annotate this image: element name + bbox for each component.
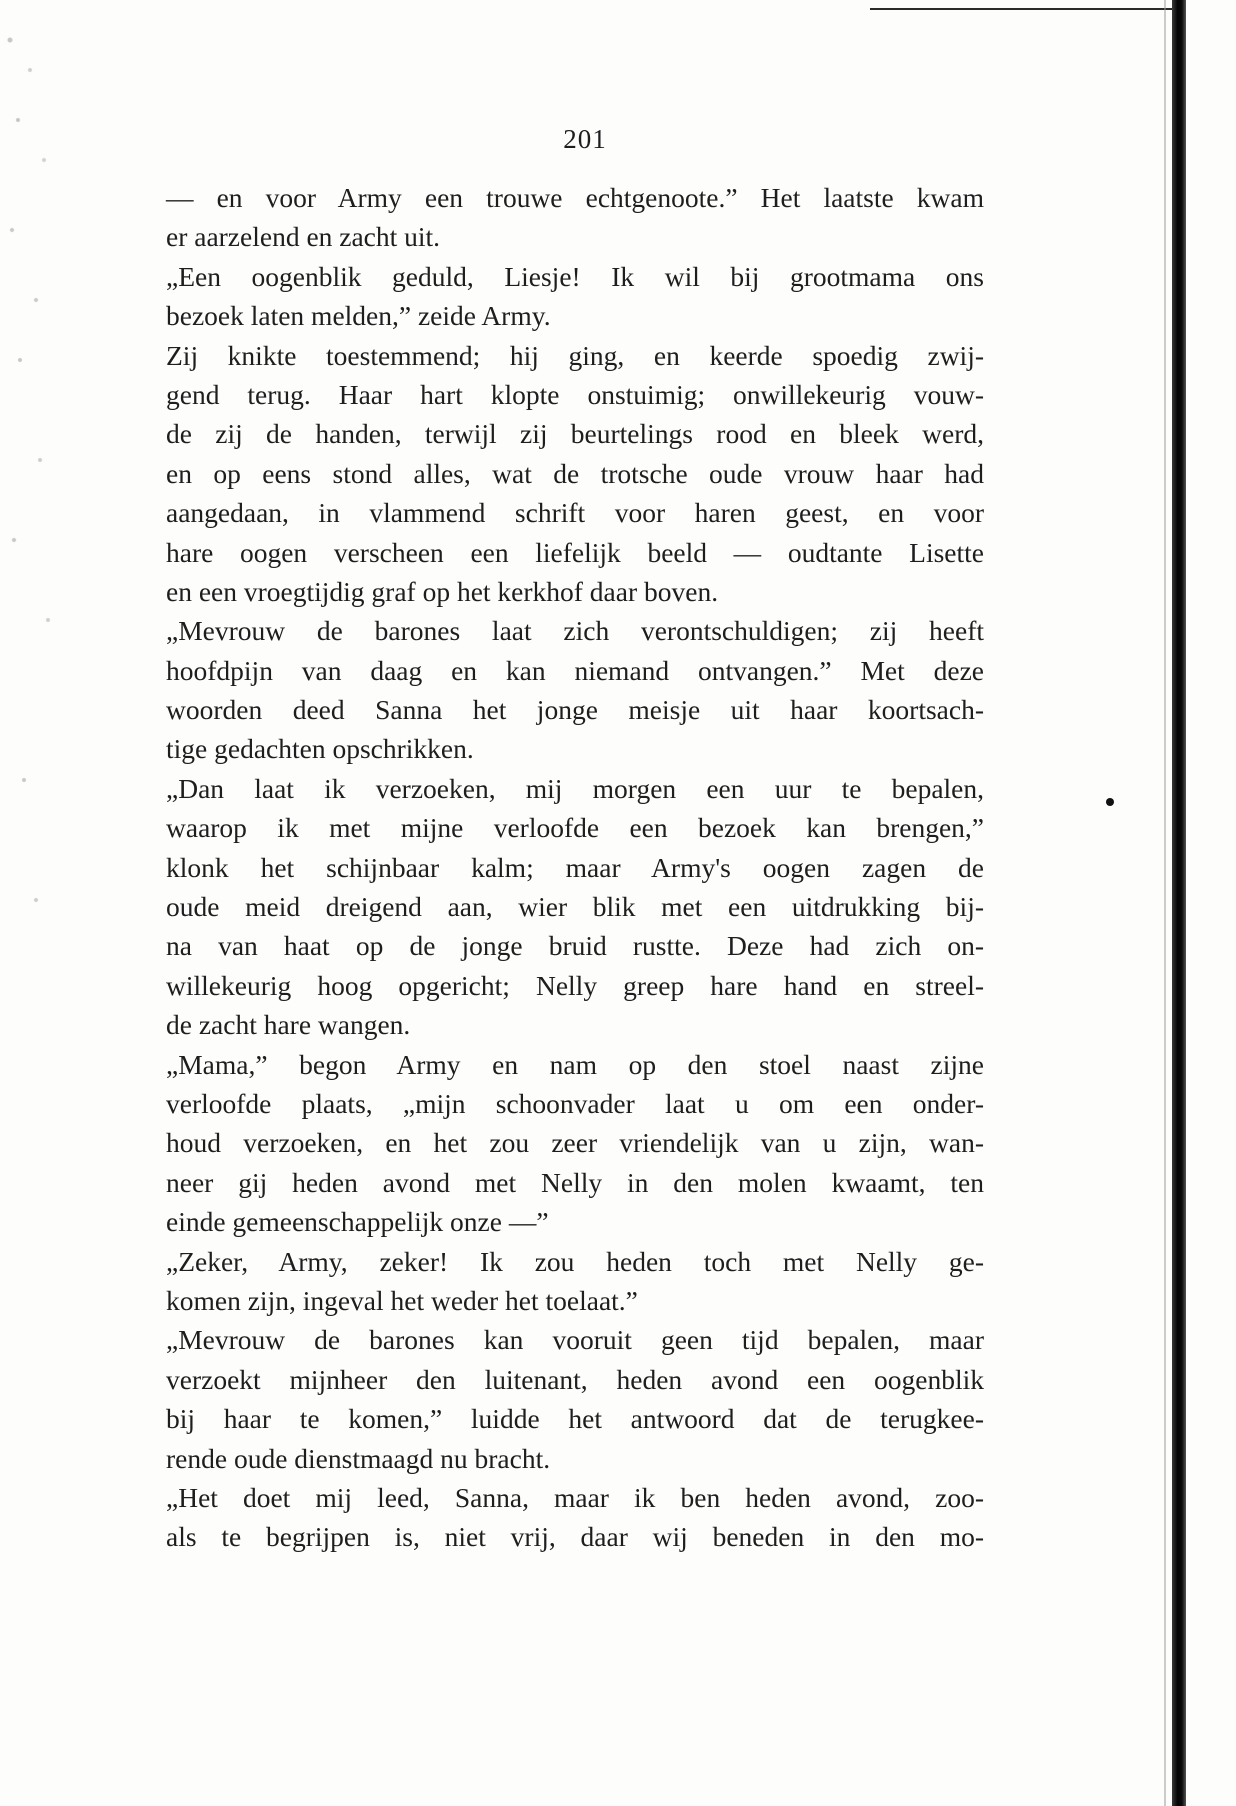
text-line: hare oogen verscheen een liefelijk beeld — oudtante Lisette [166,536,984,568]
ink-speck [1106,798,1114,806]
text-line: en op eens stond alles, wat de trotsche oude vrouw haar had [166,457,984,489]
text-line: de zij de handen, terwijl zij beurtelings rood en bleek werd, [166,418,984,450]
text-line: hoofdpijn van daag en kan niemand ontvangen.” Met deze [166,654,984,686]
text-line: „Dan laat ik verzoeken, mij morgen een uur te bepalen, [166,772,984,804]
page-number: 201 [563,124,607,154]
scan-speckles [0,0,70,1000]
text-line: klonk het schijnbaar kalm; maar Army's oogen zagen de [166,851,984,883]
text-line: „Het doet mij leed, Sanna, maar ik ben heden avond, zoo- [166,1481,984,1513]
text-line: neer gij heden avond met Nelly in den molen kwaamt, ten [166,1166,984,1198]
body-text [166,178,984,1557]
text-line: willekeurig hoog opgericht; Nelly greep hare hand en streel- [166,969,984,1001]
text-line: rende oude dienstmaagd nu bracht. [166,1442,551,1474]
text-line: de zacht hare wangen. [166,1009,411,1041]
text-line: „Mama,” begon Army en nam op den stoel naast zijne [166,1048,984,1080]
scan-top-rule [870,8,1186,10]
text-line: houd verzoeken, en het zou zeer vriendelijk van u zijn, wan- [166,1127,984,1159]
text-line: er aarzelend en zacht uit. [166,221,441,253]
text-line: na van haat op de jonge bruid rustte. Deze had zich on- [166,930,984,962]
text-line: tige gedachten opschrikken. [166,733,474,765]
text-line: en een vroegtijdig graf op het kerkhof daar boven. [166,575,719,607]
text-line: — en voor Army een trouwe echtgenoote.” Het laatste kwam [166,182,984,213]
text-line: einde gemeenschappelijk onze —” [166,1206,549,1238]
text-line: bij haar te komen,” luidde het antwoord dat de terugkee- [166,1403,984,1435]
text-line: komen zijn, ingeval het weder het toelaat.” [166,1284,638,1316]
text-line: als te begrijpen is, niet vrij, daar wij beneden in den mo- [166,1521,984,1553]
text-line: „Mevrouw de barones laat zich verontschuldigen; zij heeft [166,615,984,647]
text-line: Zij knikte toestemmend; hij ging, en keerde spoedig zwij- [166,339,984,371]
text-line: „Zeker, Army, zeker! Ik zou heden toch met Nelly ge- [166,1245,984,1277]
text-line: woorden deed Sanna het jonge meisje uit haar koortsach- [166,694,984,726]
text-line: waarop ik met mijne verloofde een bezoek kan brengen,” [166,812,984,844]
text-line: gend terug. Haar hart klopte onstuimig; onwillekeurig vouw- [166,378,984,410]
text-line: verzoekt mijnheer den luitenant, heden avond een oogenblik [166,1363,984,1395]
text-line: bezoek laten melden,” zeide Army. [166,300,551,332]
text-line: „Mevrouw de barones kan vooruit geen tijd bepalen, maar [166,1324,984,1356]
text-line: „Een oogenblik geduld, Liesje! Ik wil bij grootmama ons [166,260,984,292]
binding-shadow [1164,0,1166,1806]
text-line: oude meid dreigend aan, wier blik met een uitdrukking bij- [166,891,984,923]
text-line: aangedaan, in vlammend schrift voor haren geest, en voor [166,497,984,529]
book-binding-edge [1172,0,1186,1806]
text-line: verloofde plaats, „mijn schoonvader laat u om een onder- [166,1087,984,1119]
